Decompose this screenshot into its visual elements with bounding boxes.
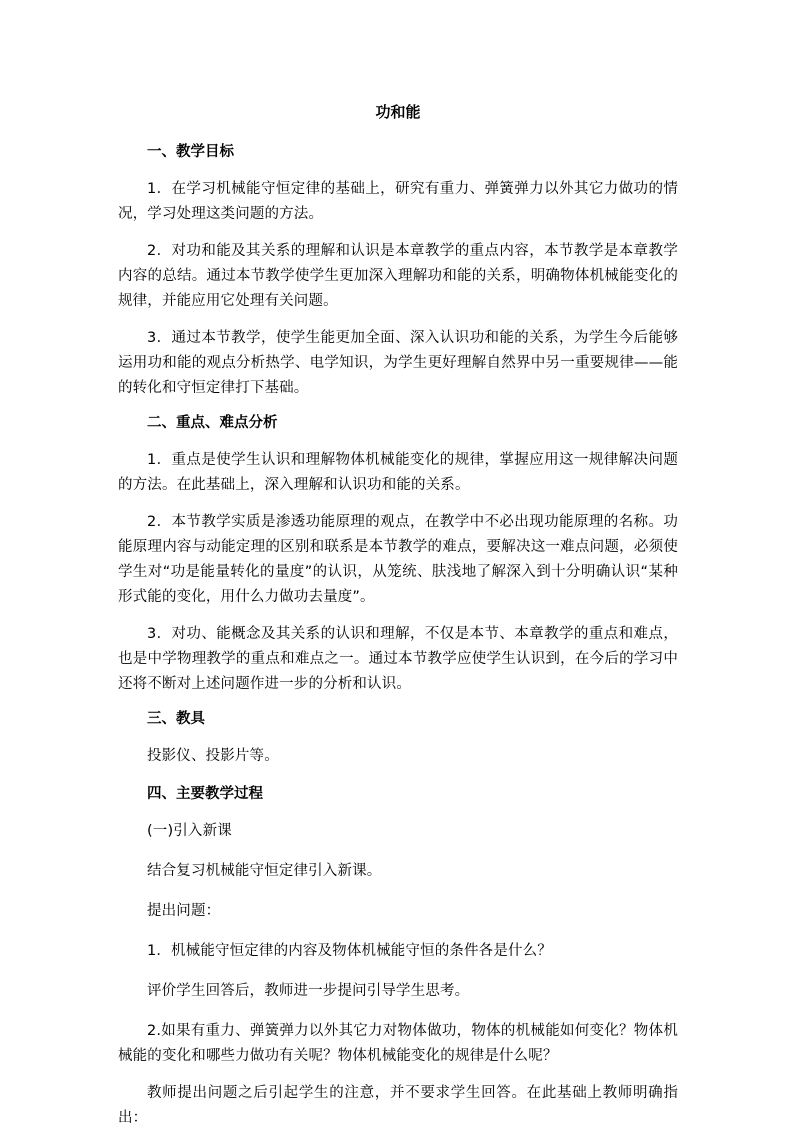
- goals-paragraph-1: 1．在学习机械能守恒定律的基础上，研究有重力、弹簧弹力以外其它力做功的情况，学习处理这类问题的方法。: [118, 181, 678, 222]
- document-page: [118, 95, 678, 1143]
- section-heading-keypoints: 二、重点、难点分析: [147, 415, 278, 431]
- process-subheading-intro: (一)引入新课: [147, 823, 232, 839]
- process-paragraph-3: 提出问题：: [147, 903, 221, 919]
- document-title: 功和能: [375, 103, 421, 121]
- process-paragraph-2: 结合复习机械能守恒定律引入新课。: [147, 863, 382, 879]
- process-question-1: 1．机械能守恒定律的内容及物体机械能守恒的条件各是什么？: [147, 943, 552, 959]
- section-heading-tools: 三、教具: [147, 711, 205, 727]
- keypoints-paragraph-2: 2．本节教学实质是渗透功能原理的观点，在教学中不必出现功能原理的名称。功能原理内容与动能定理的区别和联系是本节教学的难点，要解决这一难点问题，必须使学生对“功是能量转化的量度”的认识，从笼统、肤浅地了解深入到十分明确认识“某种形式能的变化，用什么力做功去量度”。: [118, 514, 678, 605]
- process-paragraph-7: 教师提出问题之后引起学生的注意，并不要求学生回答。在此基础上教师明确指出：: [118, 1085, 678, 1126]
- section-heading-goals: 一、教学目标: [147, 144, 234, 160]
- section-heading-process: 四、主要教学过程: [147, 786, 263, 802]
- keypoints-paragraph-1: 1．重点是使学生认识和理解物体机械能变化的规律，掌握应用这一规律解决问题的方法。在此基础上，深入理解和认识功和能的关系。: [118, 452, 678, 493]
- goals-paragraph-3: 3．通过本节教学，使学生能更加全面、深入认识功和能的关系，为学生今后能够运用功和能的观点分析热学、电学知识，为学生更好理解自然界中另一重要规律——能的转化和守恒定律打下基础。: [118, 330, 678, 396]
- tools-paragraph-1: 投影仪、投影片等。: [147, 748, 279, 764]
- keypoints-paragraph-3: 3．对功、能概念及其关系的认识和理解，不仅是本节、本章教学的重点和难点，也是中学物理教学的重点和难点之一。通过本节教学应使学生认识到，在今后的学习中还将不断对上述问题作进一步的分析和认识。: [118, 626, 678, 692]
- goals-paragraph-2: 2．对功和能及其关系的理解和认识是本章教学的重点内容，本节教学是本章教学内容的总结。通过本节教学使学生更加深入理解功和能的关系，明确物体机械能变化的规律，并能应用它处理有关问题。: [118, 243, 678, 309]
- process-question-2: 2.如果有重力、弹簧弹力以外其它力对物体做功，物体的机械能如何变化？物体机械能的变化和哪些力做功有关呢？物体机械能变化的规律是什么呢？: [118, 1023, 678, 1064]
- process-paragraph-5: 评价学生回答后，教师进一步提问引导学生思考。: [147, 983, 470, 999]
